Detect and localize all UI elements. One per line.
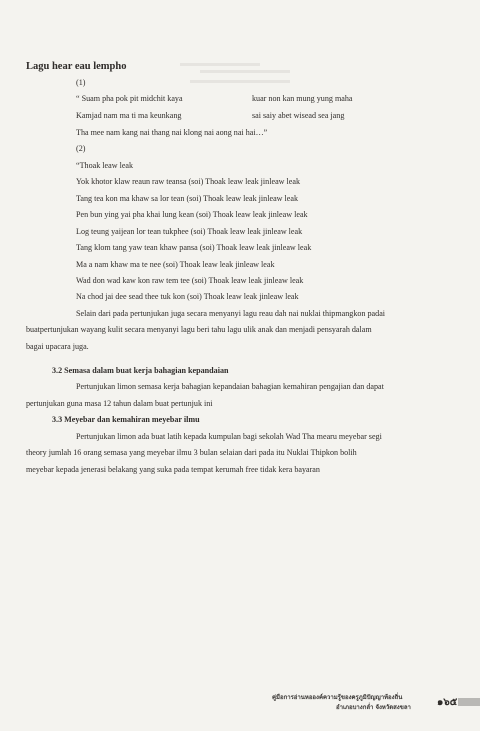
verse-line-right: sai saiy abet wisead sea jang <box>252 111 345 120</box>
show-through-mark <box>200 70 290 73</box>
paragraph-line: Pertunjukan limon semasa kerja bahagian kepandaian bahagian kemahiran pengajian dan dapat <box>76 382 384 391</box>
section-heading: Lagu hear eau lempho <box>26 61 127 72</box>
paragraph-line: Selain dari pada pertunjukan juga secara menyanyi lagu reau dah nai nuklai thipmangkon padai <box>76 309 386 318</box>
show-through-mark <box>190 80 290 83</box>
footer-bar <box>458 698 480 706</box>
verse-line: Ma a nam khaw ma te nee (soi) Thoak leaw leak jinleaw leak <box>76 260 275 269</box>
verse-line: Yok khotor klaw reaun raw teansa (soi) Thoak leaw leak jinleaw leak <box>76 177 301 186</box>
verse-line: Pen bun ying yai pha khai lung kean (soi) Thoak leaw leak jinleaw leak <box>76 210 308 219</box>
footer-title: คู่มือการอ่านหอองค์ความรู้ของครูภูมิปัญญาท้องถิ่น <box>272 694 403 701</box>
show-through-mark <box>180 63 260 66</box>
page-number: ๑๖๕ <box>437 697 458 708</box>
verse-line: Tha mee nam kang nai thang nai klong nai aong nai hai…” <box>76 128 268 137</box>
verse-line: Tang klom tang yaw tean khaw pansa (soi) Thoak leaw leak jinleaw leak <box>76 243 312 252</box>
paragraph-line: bagai upacara juga. <box>26 342 89 351</box>
paragraph-line: buatpertunjukan wayang kulit secara menyanyi lagu beri tahu lagu ulik anak dan menjadi pensyarah dalam <box>26 325 372 334</box>
verse-line: Log teung yaijean lor tean tukphee (soi) Thoak leaw leak jinleaw leak <box>76 227 303 236</box>
paragraph-line: theory jumlah 16 orang semasa yang meyebar ilmu 3 bulan selaian dari pada itu Nuklai Thipkon bolih <box>26 448 357 457</box>
verse-line <box>76 94 183 104</box>
footer-subtitle: อำเภอบางกล่ำ จังหวัดสงขลา <box>336 704 411 711</box>
paragraph-line: pertunjukan guna masa 12 tahun dalam buat pertunjuk ini <box>26 399 213 408</box>
verse-line-left: “ Suam pha pok pit midchit kaya <box>76 94 183 103</box>
verse-line-left: Kamjad nam ma ti ma keunkang <box>76 111 182 120</box>
verse-line-right: kuar non kan mung yung maha <box>252 94 353 103</box>
paragraph-line: Pertunjukan limon ada buat latih kepada kumpulan bagi sekolah Wad Tha mearu meyebar segi <box>76 432 382 441</box>
subsection-heading: 3.2 Semasa dalam buat kerja bahagian kepandaian <box>52 366 229 375</box>
verse-line: Na chod jai dee sead thee tuk kon (soi) Thoak leaw leak jinleaw leak <box>76 292 299 301</box>
subsection-heading: 3.3 Meyebar dan kemahiran meyebar ilmu <box>52 415 200 424</box>
verse-line: “Thoak leaw leak <box>76 161 134 170</box>
verse-line: Wad don wad kaw kon raw tem tee (soi) Thoak leaw leak jinleaw leak <box>76 276 304 285</box>
verse-number: (2) <box>76 144 86 153</box>
verse-number: (1) <box>76 78 86 87</box>
verse-line: Tang tea kon ma khaw sa lor tean (soi) Thoak leaw leak jinleaw leak <box>76 194 299 203</box>
paragraph-line: meyebar kepada jenerasi belakang yang suka pada tempat kerumah free tidak kera bayaran <box>26 465 320 474</box>
